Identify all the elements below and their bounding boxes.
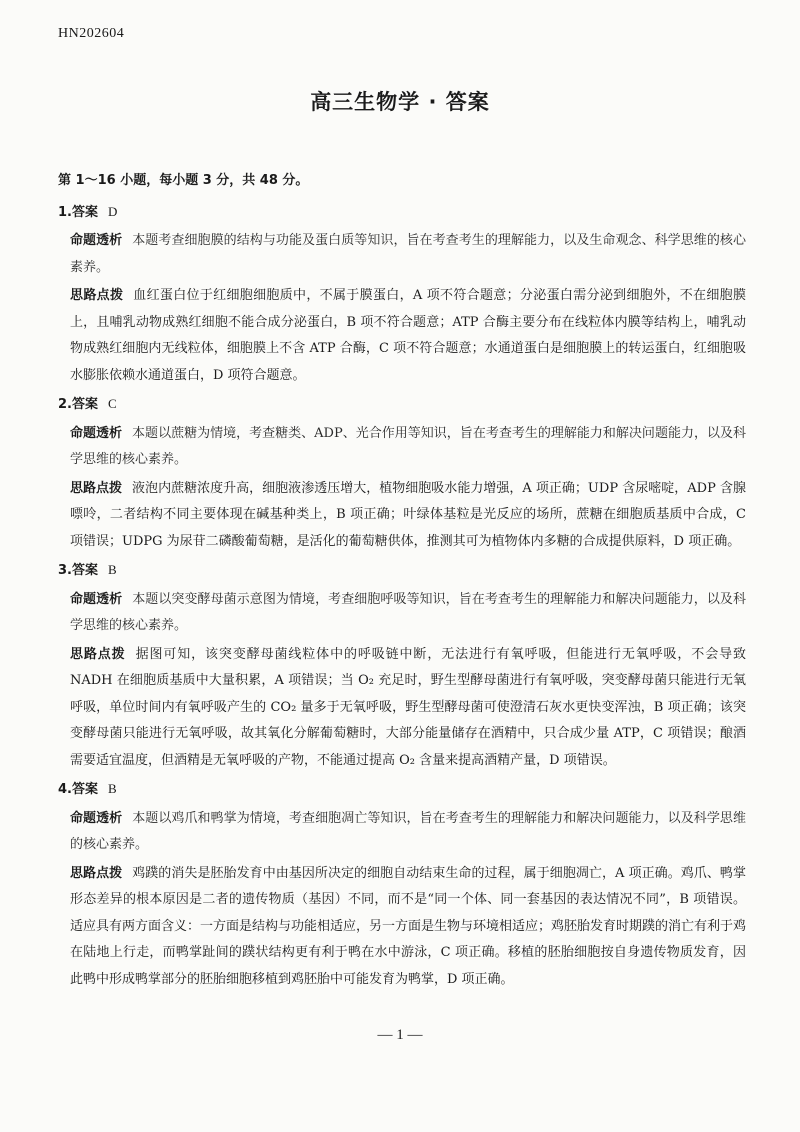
question-number: 3. — [58, 563, 72, 578]
points-label: 思路点拨 — [70, 646, 126, 662]
answer-label: 答案 — [71, 563, 98, 578]
points-text: 血红蛋白位于红细胞细胞质中，不属于膜蛋白，A 项不符合题意；分泌蛋白需分泌到细胞外，不在细胞膜上，且哺乳动物成熟红细胞不能合成分泌蛋白，B 项不符合题意；ATP 合酶主要分布在线粒体内膜等结构上，哺乳动物成熟红细胞内无线粒体，细胞膜上不含 ATP 合酶，C 项不符合题意；水通道蛋白是细胞膜上的转运蛋白，红细胞吸水膨胀依赖水通道蛋白，D 项符合题意。 — [70, 288, 746, 383]
question-number: 4. — [58, 782, 72, 797]
analysis-text: 本题考查细胞膜的结构与功能及蛋白质等知识，旨在考查考生的理解能力，以及生命观念、科学思维的核心素养。 — [70, 233, 746, 275]
analysis-label: 命题透析 — [70, 233, 123, 248]
answer-label: 答案 — [71, 782, 98, 797]
answer-line — [58, 391, 746, 419]
points-text: 据图可知，该突变酵母菌线粒体中的呼吸链中断，无法进行有氧呼吸，但能进行无氧呼吸，不会导致 NADH 在细胞质基质中大量积累，A 项错误；当 O₂ 充足时，野生型酵母菌进行有氧呼吸，突变酵母菌只能进行无氧呼吸，单位时间内有氧呼吸产生的 CO₂ 量多于无氧呼吸，野生型酵母菌可使澄清石灰水更快变浑浊，B 项正确；该突变酵母菌只能进行无氧呼吸，故其氧化分解葡萄糖时，大部分能量储存在酒精中，只合成少量 ATP，C 项错误；酿酒需要适宜温度，但酒精是无氧呼吸的产物，不能通过提高 O₂ 含量来提高酒精产量，D 项错误。 — [70, 646, 746, 768]
answer-line — [58, 557, 746, 585]
answer-label: 答案 — [71, 397, 98, 412]
points-label: 思路点拨 — [70, 288, 124, 303]
exam-code: HN202604 — [58, 26, 125, 41]
section-intro: 第 1～16 小题，每小题 3 分，共 48 分。 — [58, 173, 309, 188]
analysis-label: 命题透析 — [70, 810, 123, 826]
points-text: 液泡内蔗糖浓度升高，细胞液渗透压增大，植物细胞吸水能力增强，A 项正确；UDP 含尿嘧啶，ADP 含腺嘌呤，二者结构不同主要体现在碱基种类上，B 项正确；叶绿体基粒是光反应的场所，蔗糖在细胞质基质中合成，C 项错误；UDPG 为尿苷二磷酸葡萄糖，是活化的葡萄糖供体，推测其可为植物体内多糖的合成提供原料，D 项正确。 — [70, 480, 746, 549]
analysis-paragraph — [58, 587, 746, 640]
question-number: 1. — [58, 204, 72, 220]
answer-letter: C — [108, 396, 117, 411]
analysis-paragraph — [58, 228, 746, 281]
question-2 — [58, 391, 746, 555]
answer-label: 答案 — [71, 204, 98, 220]
analysis-paragraph — [58, 421, 746, 474]
question-1 — [58, 199, 746, 390]
analysis-text: 本题以鸡爪和鸭掌为情境，考查细胞凋亡等知识，旨在考查考生的理解能力和解决问题能力，以及科学思维的核心素养。 — [70, 810, 746, 852]
analysis-text: 本题以突变酵母菌示意图为情境，考查细胞呼吸等知识，旨在考查考生的理解能力和解决问题能力，以及科学思维的核心素养。 — [70, 591, 746, 633]
question-3 — [58, 557, 746, 774]
analysis-text: 本题以蔗糖为情境，考查糖类、ADP、光合作用等知识，旨在考查考生的理解能力和解决问题能力，以及科学思维的核心素养。 — [70, 425, 746, 467]
points-paragraph — [58, 642, 746, 775]
answer-letter: D — [108, 203, 118, 219]
answer-letter: B — [108, 781, 117, 796]
points-text: 鸡蹼的消失是胚胎发育中由基因所决定的细胞自动结束生命的过程，属于细胞凋亡，A 项正确。鸡爪、鸭掌形态差异的根本原因是二者的遗传物质（基因）不同，而不是“同一个体、同一套基因的表达情况不同”，B 项错误。适应具有两方面含义：一方面是结构与功能相适应，另一方面是生物与环境相适应；鸡胚胎发育时期蹼的消亡有利于鸡在陆地上行走，而鸭掌趾间的蹼状结构更有利于鸭在水中游泳，C 项正确。移植的胚胎细胞按自身遗传物质发育，因此鸭中形成鸭掌部分的胚胎细胞移植到鸡胚胎中可能发育为鸭掌，D 项正确。 — [70, 865, 747, 987]
answer-letter: B — [108, 562, 117, 577]
analysis-paragraph — [58, 806, 746, 859]
answer-line — [58, 199, 746, 227]
points-paragraph — [58, 283, 746, 389]
points-paragraph — [58, 861, 746, 994]
answer-line — [58, 776, 746, 804]
points-label: 思路点拨 — [70, 480, 123, 496]
analysis-label: 命题透析 — [70, 425, 123, 441]
points-paragraph — [58, 476, 746, 556]
points-label: 思路点拨 — [70, 865, 123, 881]
page-number: — 1 — — [377, 1027, 423, 1043]
page-title: 高三生物学 · 答案 — [310, 90, 490, 114]
answer-content — [58, 168, 746, 995]
analysis-label: 命题透析 — [70, 591, 123, 607]
question-number: 2. — [58, 397, 72, 412]
question-4 — [58, 776, 746, 993]
